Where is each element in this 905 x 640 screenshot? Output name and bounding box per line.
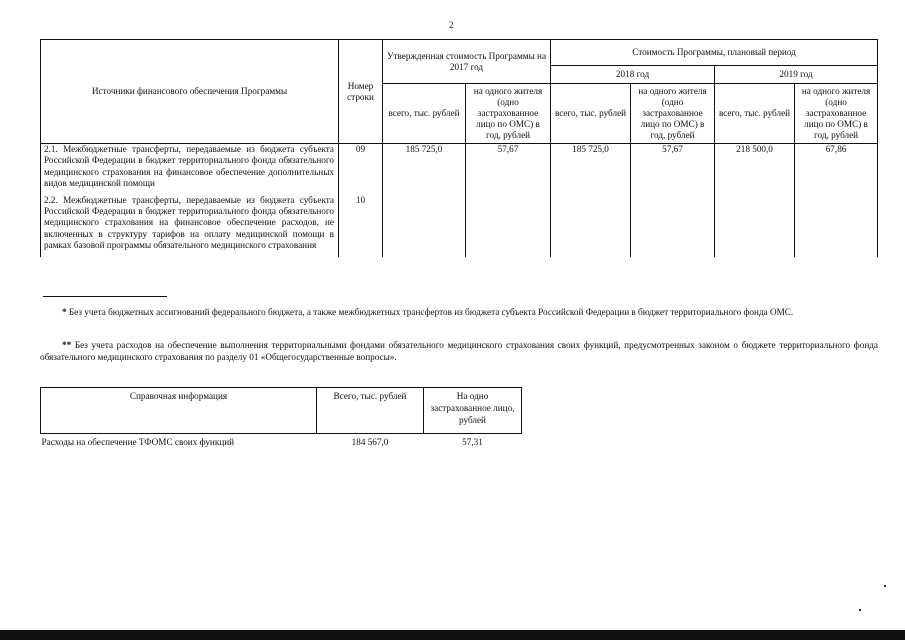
row-2018-total [551, 195, 631, 257]
header-approved-cost: Утвержденная стоимость Программы на 2017 год [383, 40, 551, 84]
row-number: 09 [339, 144, 383, 195]
row-approved-total [383, 195, 466, 257]
footnote-1 [40, 306, 878, 318]
row-2018-total: 185 725,0 [551, 144, 631, 195]
header-year-2019: 2019 год [715, 66, 878, 84]
scan-speck [859, 609, 861, 611]
table-row [41, 144, 878, 195]
row-approved-per-capita [466, 195, 551, 257]
row-2019-total: 218 500,0 [715, 144, 795, 195]
ref-header-info: Справочная информация [41, 388, 317, 434]
program-financing-table [40, 39, 878, 257]
row-source: 2.1. Межбюджетные трансферты, передаваемые из бюджета субъекта Российской Федерации в бюджет территориального фонда обязательного медицинского страхования на финансовое обеспечение дополнительных видов медицинской помощи [41, 144, 339, 195]
ref-row-label: Расходы на обеспечение ТФОМС своих функций [41, 437, 235, 447]
row-approved-per-capita: 57,67 [466, 144, 551, 195]
header-2019-total: всего, тыс. рублей [715, 84, 795, 144]
ref-header-total: Всего, тыс. рублей [317, 388, 424, 434]
table-row [41, 434, 522, 451]
row-approved-total: 185 725,0 [383, 144, 466, 195]
header-year-2018: 2018 год [551, 66, 715, 84]
footnote-text: Без учета бюджетных ассигнований федерального бюджета, а также межбюджетных трансфертов из бюджета субъекта Российской Федерации в бюджет территориального фонда ОМС. [68, 307, 794, 317]
scan-speck [884, 585, 886, 587]
row-number: 10 [339, 195, 383, 257]
footnote-text: Без учета расходов на обеспечение выполнения территориальными фондами обязательного медицинского страхования своих функций, предусмотренных законом о бюджете территориального фонда обязательного медицинского страхования по разделу 01 «Общегосударственные вопросы». [40, 340, 879, 362]
header-approved-per-capita: на одного жителя (одно застрахованное лицо по ОМС) в год, рублей [466, 84, 551, 144]
footnote-mark: ** [62, 340, 72, 350]
header-source: Источники финансового обеспечения Программы [41, 40, 339, 144]
footnote-2 [40, 339, 878, 363]
reference-info-table [40, 387, 522, 450]
scan-edge-bar [0, 630, 905, 640]
header-2019-per-capita: на одного жителя (одно застрахованное лицо по ОМС) в год, рублей [795, 84, 878, 144]
header-row-number: Номер строки [339, 40, 383, 144]
ref-row-per-capita: 57,31 [462, 437, 483, 447]
page-number: 2 [449, 20, 454, 30]
row-2019-per-capita: 67,86 [795, 144, 878, 195]
header-planned-period: Стоимость Программы, плановый период [551, 40, 878, 66]
row-2018-per-capita: 57,67 [631, 144, 715, 195]
header-2018-total: всего, тыс. рублей [551, 84, 631, 144]
header-approved-total: всего, тыс. рублей [383, 84, 466, 144]
row-2019-per-capita [795, 195, 878, 257]
table-row [41, 195, 878, 257]
header-2018-per-capita: на одного жителя (одно застрахованное лицо по ОМС) в год, рублей [631, 84, 715, 144]
row-2018-per-capita [631, 195, 715, 257]
footnote-mark: * [62, 307, 67, 317]
ref-row-total: 184 567,0 [351, 437, 389, 447]
row-2019-total [715, 195, 795, 257]
ref-header-per-capita: На одно застрахованное лицо, рублей [424, 388, 522, 434]
row-source: 2.2. Межбюджетные трансферты, передаваемые из бюджета субъекта Российской Федерации в бюджет территориального фонда обязательного медицинского страхования на финансовое обеспечение расходов, не включенных в структуру тарифов на оплату медицинской помощи в рамках базовой программы обязательного медицинского страхования [41, 195, 339, 257]
footnote-divider [43, 296, 167, 297]
